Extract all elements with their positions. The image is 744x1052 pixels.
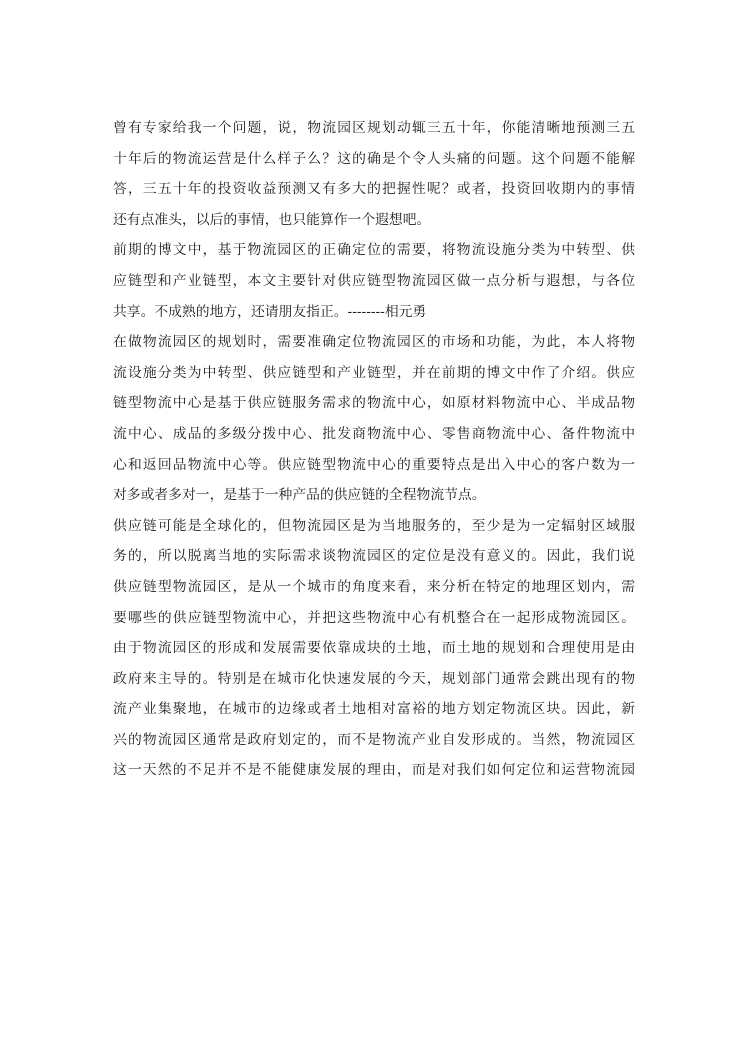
text-line: 供应链可能是全球化的，但物流园区是为当地服务的，至少是为一定辐射区域服 [113, 517, 635, 534]
text-line: 务的，所以脱离当地的实际需求谈物流园区的定位是没有意义的。因此，我们说 [113, 548, 635, 565]
text-line: 对多或者多对一，是基于一种产品的供应链的全程物流节点。 [113, 487, 486, 504]
text-line: 供应链型物流园区，是从一个城市的角度来看，来分析在特定的地理区划内，需 [113, 578, 635, 595]
text-line: 这一天然的不足并不是不能健康发展的理由，而是对我们如何定位和运营物流园 [113, 762, 635, 779]
paragraph-1 [113, 113, 635, 235]
text-line: 还有点准头，以后的事情，也只能算作一个遐想吧。 [113, 211, 431, 228]
paragraph-2 [113, 235, 635, 327]
text-line: 链型物流中心是基于供应链服务需求的物流中心，如原材料物流中心、半成品物 [113, 395, 635, 412]
text-line: 流中心、成品的多级分拨中心、批发商物流中心、零售商物流中心、备件物流中 [113, 425, 635, 442]
text-line: 兴的物流园区通常是政府划定的，而不是物流产业自发形成的。当然，物流园区 [113, 731, 635, 748]
text-line: 流产业集聚地，在城市的边缘或者土地相对富裕的地方划定物流区块。因此，新 [113, 701, 635, 718]
text-line: 要哪些的供应链型物流中心，并把这些物流中心有机整合在一起形成物流园区。 [113, 609, 635, 626]
text-line: 心和返回品物流中心等。供应链型物流中心的重要特点是出入中心的客户数为一 [113, 456, 635, 473]
text-line: 应链型和产业链型，本文主要针对供应链型物流园区做一点分析与遐想，与各位 [113, 272, 635, 289]
text-line: 流设施分类为中转型、供应链型和产业链型，并在前期的博文中作了介绍。供应 [113, 364, 635, 381]
text-line: 前期的博文中，基于物流园区的正确定位的需要，将物流设施分类为中转型、供 [113, 242, 635, 259]
paragraph-5 [113, 633, 635, 786]
text-line: 共享。不成熟的地方，还请朋友指正。--------相元勇 [113, 303, 427, 320]
text-line: 曾有专家给我一个问题，说，物流园区规划动辄三五十年，你能清晰地预测三五 [113, 120, 635, 136]
paragraph-4 [113, 511, 635, 633]
text-line: 政府来主导的。特别是在城市化快速发展的今天，规划部门通常会跳出现有的物 [113, 670, 635, 687]
document-body [113, 113, 635, 786]
text-line: 答，三五十年的投资收益预测又有多大的把握性呢？或者，投资回收期内的事情 [113, 181, 635, 198]
text-line: 十年后的物流运营是什么样子么？这的确是个令人头痛的问题。这个问题不能解 [113, 150, 635, 167]
text-line: 由于物流园区的形成和发展需要依靠成块的土地，而土地的规划和合理使用是由 [113, 640, 635, 657]
text-line: 在做物流园区的规划时，需要准确定位物流园区的市场和功能，为此，本人将物 [113, 334, 635, 351]
paragraph-3 [113, 327, 635, 511]
